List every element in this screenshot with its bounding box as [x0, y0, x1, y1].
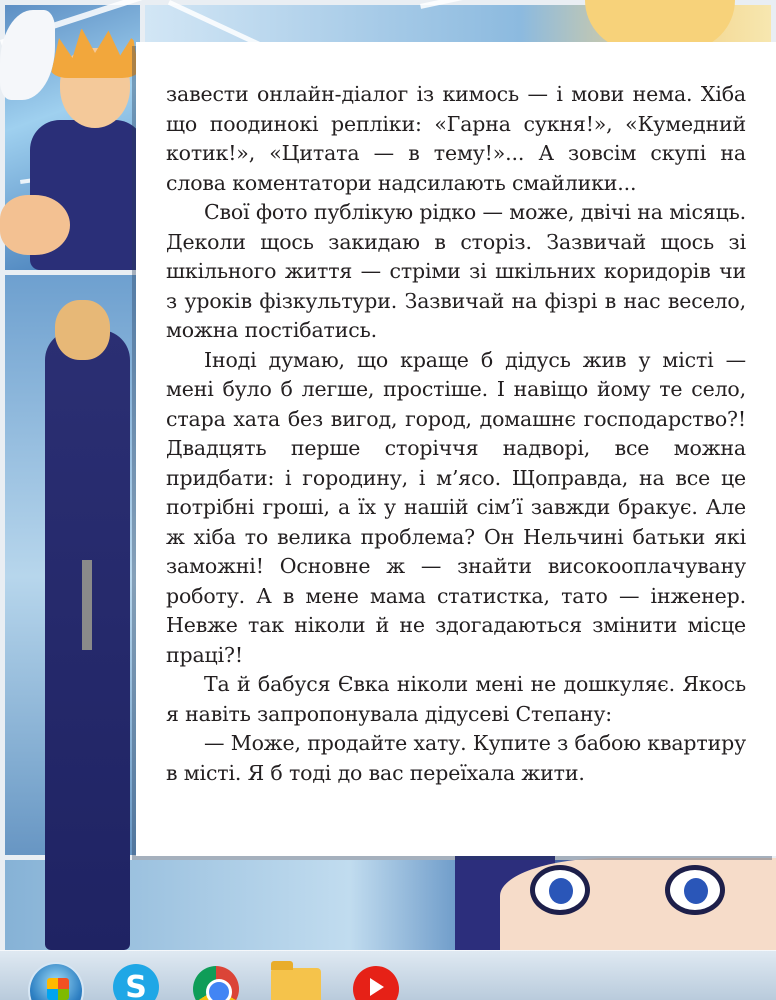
- tall-figure-head-illustration: [55, 300, 110, 360]
- youtube-icon: [353, 966, 399, 1000]
- pistol-illustration: [82, 560, 92, 650]
- eye-illustration: [665, 865, 725, 915]
- file-explorer-taskbar-button[interactable]: [268, 956, 324, 1000]
- skype-taskbar-button[interactable]: [108, 956, 164, 1000]
- story-paragraph: Іноді думаю, що краще б дідусь жив у місті — мені було б легше, простіше. І навіщо йому те село, стара хата без вигод, город, домашнє господарство?! Двадцять перше сторіччя надворі, все можна придбати: і городину, і м’ясо. Щоправда, на все це потрібні гроші, а їх у нашій сім’ї завжди бракує. Але ж хіба то велика проблема? Он Нельчині батьки які заможні! Основне ж — знайти високооплачувану роботу. А в мене мама статистка, тато — інженер. Невже так ніколи й не здогадаються змінити місце праці?!: [166, 347, 746, 667]
- skype-icon: S: [113, 964, 159, 1000]
- story-text-panel: [136, 42, 776, 856]
- story-paragraph: завести онлайн-діалог із кимось — і мови нема. Хіба що поодинокі репліки: «Гарна сукня!», «Кумедний котик!», «Цитата — в тему!»... А зовсім скупі на слова коментатори надсилають смайлики...: [166, 82, 746, 195]
- folder-icon: [271, 968, 321, 1000]
- start-button[interactable]: [28, 956, 84, 1000]
- chrome-taskbar-button[interactable]: [188, 956, 244, 1000]
- start-button-icon: [28, 962, 84, 1000]
- chrome-icon: [193, 966, 239, 1000]
- taskbar: [0, 950, 776, 1000]
- story-paragraph: — Може, продайте хату. Купите з бабою квартиру в місті. Я б тоді до вас переїхала жити.: [166, 731, 746, 785]
- eye-illustration: [530, 865, 590, 915]
- fist-illustration: [0, 195, 70, 255]
- youtube-taskbar-button[interactable]: [348, 956, 404, 1000]
- story-paragraph: Та й бабуся Євка ніколи мені не дошкуляє. Якось я навіть запропонувала дідусеві Степану:: [166, 672, 746, 726]
- story-paragraph: Свої фото публікую рідко — може, двічі на місяць. Деколи щось закидаю в сторіз. Зазвичай щось зі шкільного життя — стріми зі шкільних коридорів чи з уроків фізкультури. Зазвичай на фізрі в нас весело, можна постібатись.: [166, 200, 746, 342]
